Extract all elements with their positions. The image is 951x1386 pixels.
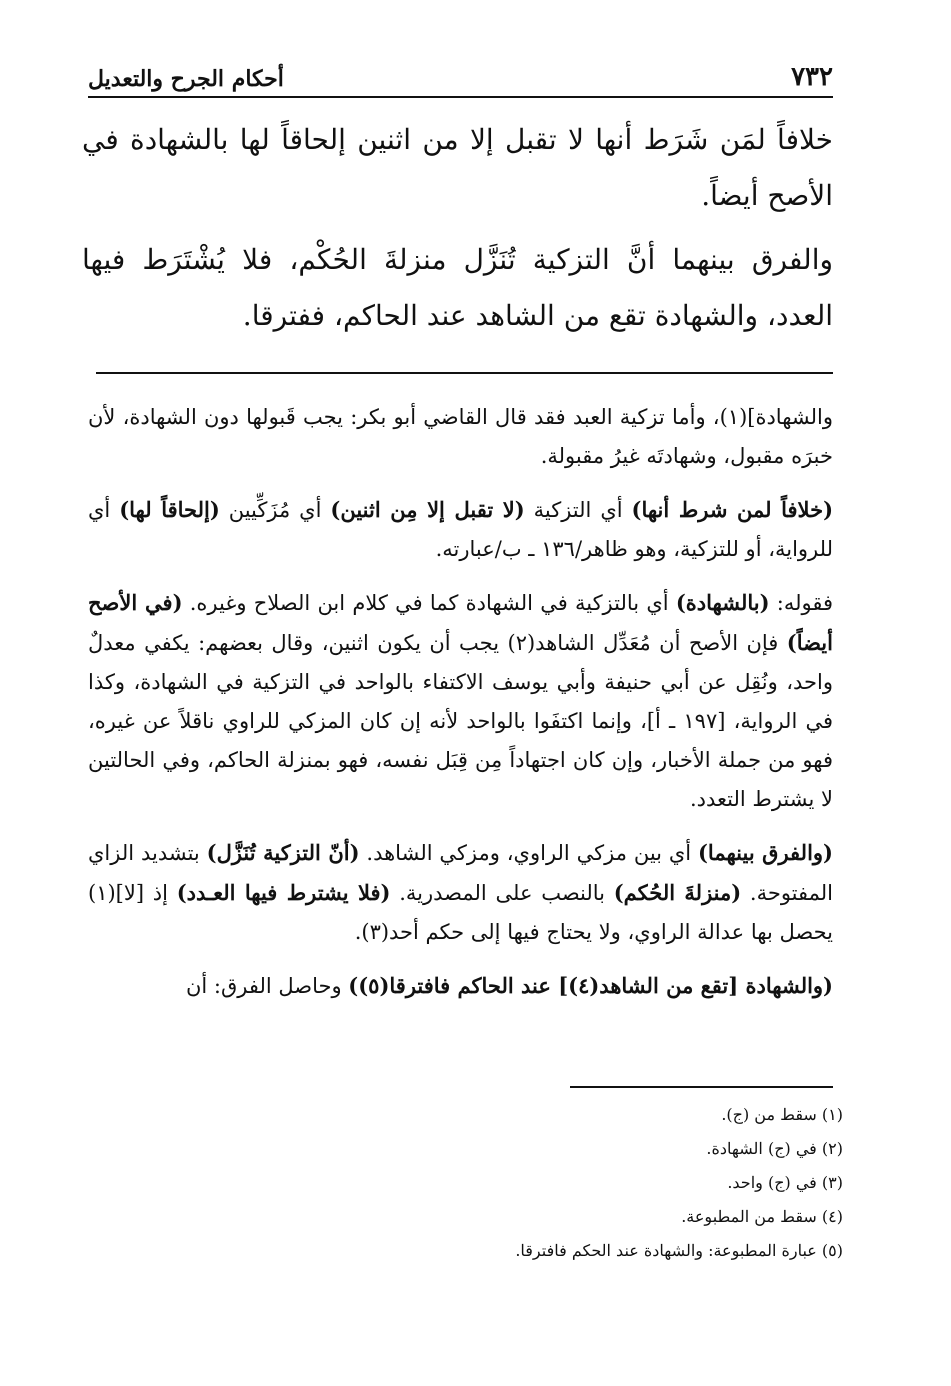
quoted-matn: (والشهادة [تقع من الشاهد(٤)] عند الحاكم فافترقا(٥)) [348, 973, 833, 998]
footnote: (١) سقط من (ج). [721, 1105, 843, 1124]
quoted-matn: (في الأصح أيضاً) [88, 590, 833, 655]
commentary-text: بالنصب على المصدرية. [390, 881, 614, 905]
quoted-matn: (أنّ التزكية تُنَزَّل) [206, 840, 360, 865]
footnote-divider [570, 1086, 833, 1088]
footnote: (٢) في (ج) الشهادة. [706, 1139, 843, 1158]
commentary-text: أي التزكية [524, 498, 632, 522]
commentary-paragraph [88, 833, 833, 952]
commentary-text: أي بين مزكي الراوي، ومزكي الشاهد. [359, 841, 698, 865]
quoted-matn: (خلافاً لمن شرط أنها) [631, 497, 833, 522]
footnote: (٥) عبارة المطبوعة: والشهادة عند الحكم فافترقا. [515, 1241, 843, 1260]
commentary-text: إذ [لا](١) يحصل بها عدالة الراوي، ولا يحتاج فيها إلى حكم أحد(٣). [88, 881, 833, 944]
quoted-matn: (لا تقبل إلا مِن اثنين) [330, 497, 525, 522]
quoted-matn: (فلا يشترط فيها العـدد) [176, 880, 391, 905]
main-text-divider [96, 372, 833, 374]
commentary [88, 398, 833, 1020]
main-text [82, 112, 833, 352]
commentary-paragraph [88, 398, 833, 476]
main-paragraph: والفرق بينهما أنَّ التزكية تُنَزَّل منزلةَ الحُكْم، فلا يُشْتَرَط فيها العدد، والشهادة تقع من الشاهد عند الحاكم، ففترقا. [82, 243, 833, 332]
quoted-matn: (إلحاقاً لها) [119, 497, 220, 522]
footnotes [300, 1098, 843, 1268]
main-paragraph: خلافاً لمَن شَرَط أنها لا تقبل إلا من اثنين إلحاقاً لها بالشهادة في الأصح أيضاً. [82, 123, 833, 212]
quoted-matn: (بالشهادة) [675, 590, 770, 615]
footnote: (٣) في (ج) واحد. [727, 1173, 843, 1192]
commentary-paragraph [88, 490, 833, 569]
page-number: ٧٣٢ [791, 62, 833, 92]
page-header [88, 48, 833, 98]
commentary-text: بتشديد الزاي المفتوحة. [88, 841, 834, 905]
running-title: أحكام الجرح والتعديل [88, 66, 284, 92]
commentary-text: أي مُزَكِّيين [219, 498, 331, 522]
footnote: (٤) سقط من المطبوعة. [681, 1207, 843, 1226]
commentary-text: أي بالتزكية في الشهادة كما في كلام ابن الصلاح وغيره. [182, 591, 676, 615]
commentary-text: أي للرواية، أو للتزكية، وهو ظاهر/١٣٦ ـ ب/عبارته. [88, 498, 833, 561]
quoted-matn: (منزلةَ الحُكم) [613, 880, 742, 905]
commentary-paragraph [88, 583, 833, 819]
commentary-text: فقوله: [769, 591, 833, 615]
commentary-text: وحاصل الفرق: أن [185, 974, 349, 998]
commentary-text: فإن الأصح أن مُعَدِّل الشاهد(٢) يجب أن يكون اثنين، وقال بعضهم: يكفي معدلٌ واحد، ونُقِل عن أبي حنيفة وأبي يوسف الاكتفاء بالواحد في التزكية في الشهادة، وكذا في الرواية، [١٩٧ ـ أ]، وإنما اكتفَوا بالواحد لأنه إن كان المزكي للراوي ناقلاً عن غيره، فهو من جملة الأخبار، وإن كان اجتهاداً مِن قِبَل نفسه، فهو بمنزلة الحاكم، وفي الحالتين لا يشترط التعدد. [88, 631, 833, 811]
commentary-text: والشهادة](١)، وأما تزكية العبد فقد قال القاضي أبو بكر: يجب قَبولها دون الشهادة، لأن خبرَه مقبول، وشهادتَه غيرُ مقبولة. [88, 405, 833, 468]
quoted-matn: (والفرق بينهما) [698, 840, 833, 865]
commentary-paragraph [88, 966, 833, 1006]
